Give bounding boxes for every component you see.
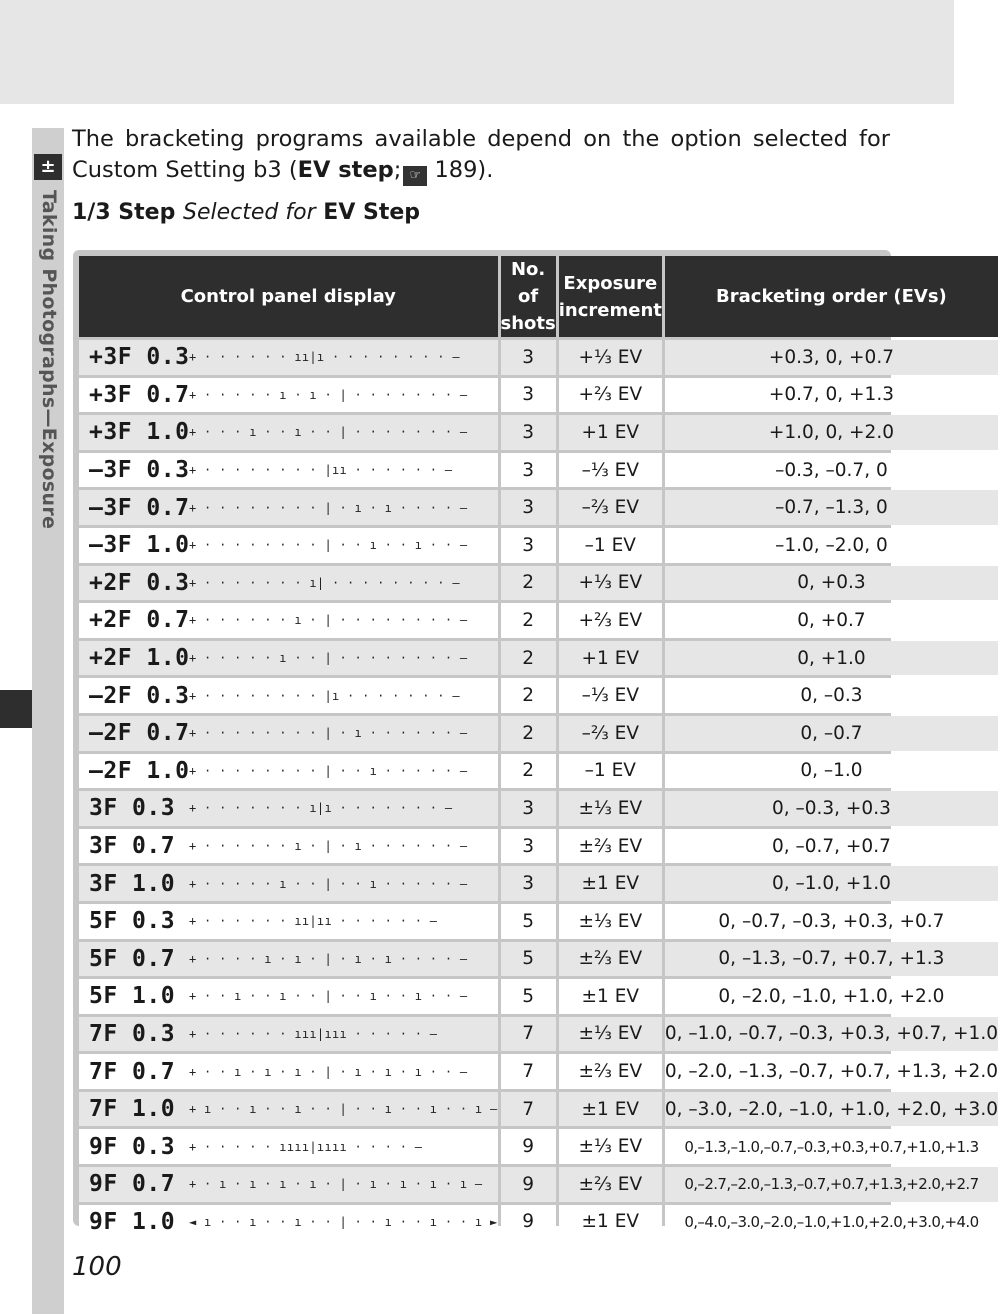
increment-cell: ±⅓ EV bbox=[559, 904, 662, 939]
lcd-readout: +3F 0.3 bbox=[89, 344, 190, 371]
shots-cell: 2 bbox=[501, 641, 556, 676]
increment-cell: +⅔ EV bbox=[559, 603, 662, 638]
increment-cell: –1 EV bbox=[559, 754, 662, 789]
order-cell: +1.0, 0, +2.0 bbox=[665, 415, 998, 450]
increment-cell: +⅓ EV bbox=[559, 566, 662, 601]
order-cell: 0,–4.0,–3.0,–2.0,–1.0,+1.0,+2.0,+3.0,+4.0 bbox=[665, 1205, 998, 1240]
lcd-readout: +2F 0.3 bbox=[89, 569, 190, 596]
control-panel-display bbox=[79, 378, 498, 413]
shots-cell: 3 bbox=[501, 791, 556, 826]
order-cell: 0, –2.0, –1.3, –0.7, +0.7, +1.3, +2.0 bbox=[665, 1054, 998, 1089]
increment-cell: +⅓ EV bbox=[559, 340, 662, 375]
increment-cell: –1 EV bbox=[559, 528, 662, 563]
control-panel-display bbox=[79, 1017, 498, 1052]
order-cell: +0.7, 0, +1.3 bbox=[665, 378, 998, 413]
exposure-scale-indicator: + · · · · · · · · | · · ı · · · · · – bbox=[189, 763, 468, 778]
col-header-display: Control panel display bbox=[79, 256, 498, 337]
exposure-scale-indicator: + · · ı · ı · ı · | · ı · ı · ı · · – bbox=[189, 1064, 468, 1079]
exposure-scale-indicator: + · · · · · · · · | · ı · ı · · · · – bbox=[189, 500, 468, 515]
control-panel-display bbox=[79, 716, 498, 751]
lcd-readout: +2F 1.0 bbox=[89, 645, 190, 672]
lcd-readout: +3F 1.0 bbox=[89, 419, 190, 446]
increment-cell: ±⅓ EV bbox=[559, 1129, 662, 1164]
shots-cell: 2 bbox=[501, 716, 556, 751]
increment-cell: +1 EV bbox=[559, 415, 662, 450]
lcd-readout: –3F 0.7 bbox=[89, 494, 190, 521]
table-row bbox=[79, 340, 998, 375]
order-cell: 0, –0.3 bbox=[665, 678, 998, 713]
increment-cell: –⅓ EV bbox=[559, 453, 662, 488]
order-cell: 0,–1.3,–1.0,–0.7,–0.3,+0.3,+0.7,+1.0,+1.3 bbox=[665, 1129, 998, 1164]
control-panel-display bbox=[79, 340, 498, 375]
table-row bbox=[79, 829, 998, 864]
shots-cell: 3 bbox=[501, 490, 556, 525]
lcd-readout: –3F 0.3 bbox=[89, 457, 190, 484]
shots-cell: 3 bbox=[501, 340, 556, 375]
table-row bbox=[79, 1017, 998, 1052]
intro-paragraph: The bracketing programs available depend on the option selected for Custom Setting b3 (EV step; ☞ 189). bbox=[72, 124, 890, 186]
control-panel-display bbox=[79, 566, 498, 601]
lcd-readout: –2F 0.3 bbox=[89, 682, 190, 709]
exposure-scale-indicator: + · · · · · · · · |ı · · · · · · · – bbox=[189, 688, 460, 703]
ev-step-setting: EV step bbox=[297, 157, 394, 183]
shots-cell: 5 bbox=[501, 942, 556, 977]
shots-cell: 9 bbox=[501, 1205, 556, 1240]
table-row bbox=[79, 453, 998, 488]
shots-cell: 9 bbox=[501, 1167, 556, 1202]
page-reference-icon: ☞ bbox=[403, 166, 427, 186]
lcd-readout: –2F 0.7 bbox=[89, 720, 190, 747]
exposure-scale-indicator: + · · · · · · ı · | · · · · · · · · – bbox=[189, 613, 468, 628]
table-row bbox=[79, 603, 998, 638]
control-panel-display bbox=[79, 791, 498, 826]
lcd-readout: –3F 1.0 bbox=[89, 532, 190, 559]
table-row bbox=[79, 378, 998, 413]
increment-cell: ±1 EV bbox=[559, 866, 662, 901]
table-row bbox=[79, 528, 998, 563]
order-cell: 0, –1.0 bbox=[665, 754, 998, 789]
section-heading: 1/3 Step Selected for EV Step bbox=[72, 200, 421, 225]
order-cell: 0, –3.0, –2.0, –1.0, +1.0, +2.0, +3.0 bbox=[665, 1092, 998, 1127]
control-panel-display bbox=[79, 1167, 498, 1202]
order-cell: 0, –0.7, –0.3, +0.3, +0.7 bbox=[665, 904, 998, 939]
order-cell: 0, +0.3 bbox=[665, 566, 998, 601]
increment-cell: ±1 EV bbox=[559, 979, 662, 1014]
lcd-readout: 7F 1.0 bbox=[89, 1096, 176, 1123]
shots-cell: 3 bbox=[501, 378, 556, 413]
control-panel-display bbox=[79, 942, 498, 977]
increment-cell: –⅔ EV bbox=[559, 490, 662, 525]
shots-cell: 2 bbox=[501, 678, 556, 713]
control-panel-display bbox=[79, 1092, 498, 1127]
lcd-readout: 3F 0.3 bbox=[89, 795, 176, 822]
shots-cell: 7 bbox=[501, 1092, 556, 1127]
lcd-readout: 9F 1.0 bbox=[89, 1208, 176, 1235]
table-row bbox=[79, 641, 998, 676]
exposure-compensation-icon: ± bbox=[34, 154, 62, 180]
increment-cell: ±⅓ EV bbox=[559, 791, 662, 826]
exposure-scale-indicator: + · · · · · ıııı|ıııı · · · · – bbox=[189, 1139, 423, 1154]
table-row bbox=[79, 1054, 998, 1089]
control-panel-display bbox=[79, 453, 498, 488]
increment-cell: ±⅔ EV bbox=[559, 1167, 662, 1202]
increment-cell: +1 EV bbox=[559, 641, 662, 676]
exposure-scale-indicator: + · · · · · · · · | · · ı · · ı · · – bbox=[189, 538, 468, 553]
control-panel-display bbox=[79, 678, 498, 713]
exposure-scale-indicator: + · · · · · ı · ı · | · · · · · · · – bbox=[189, 387, 468, 402]
shots-cell: 2 bbox=[501, 603, 556, 638]
page-number: 100 bbox=[72, 1252, 122, 1282]
lcd-readout: 5F 0.7 bbox=[89, 945, 176, 972]
shots-cell: 7 bbox=[501, 1017, 556, 1052]
order-cell: +0.3, 0, +0.7 bbox=[665, 340, 998, 375]
exposure-scale-indicator: + · · · · · · · ı|ı · · · · · · · – bbox=[189, 801, 453, 816]
shots-cell: 2 bbox=[501, 754, 556, 789]
bracketing-table bbox=[76, 253, 1001, 1242]
col-header-increment: Exposure increment bbox=[559, 256, 662, 337]
exposure-scale-indicator: + · · · · · · · ı| · · · · · · · · – bbox=[189, 575, 460, 590]
exposure-scale-indicator: ◄ ı · · ı · · ı · · | · · ı · · ı · · ı ► bbox=[189, 1214, 498, 1229]
lcd-readout: 7F 0.7 bbox=[89, 1058, 176, 1085]
order-cell: 0, –0.3, +0.3 bbox=[665, 791, 998, 826]
shots-cell: 5 bbox=[501, 904, 556, 939]
lcd-readout: 9F 0.3 bbox=[89, 1133, 176, 1160]
shots-cell: 3 bbox=[501, 453, 556, 488]
sidebar-tab-marker bbox=[0, 690, 32, 728]
lcd-readout: –2F 1.0 bbox=[89, 757, 190, 784]
table-row bbox=[79, 490, 998, 525]
lcd-readout: 7F 0.3 bbox=[89, 1020, 176, 1047]
exposure-scale-indicator: + · · ı · · ı · · | · · ı · · ı · · – bbox=[189, 989, 468, 1004]
lcd-readout: 5F 0.3 bbox=[89, 908, 176, 935]
lcd-readout: +2F 0.7 bbox=[89, 607, 190, 634]
increment-cell: +⅔ EV bbox=[559, 378, 662, 413]
order-cell: 0, –1.0, +1.0 bbox=[665, 866, 998, 901]
lcd-readout: 3F 0.7 bbox=[89, 833, 176, 860]
shots-cell: 2 bbox=[501, 566, 556, 601]
increment-cell: ±⅔ EV bbox=[559, 1054, 662, 1089]
exposure-scale-indicator: + · · · · · · ıı|ı · · · · · · · · – bbox=[189, 350, 460, 365]
table-row bbox=[79, 1167, 998, 1202]
exposure-scale-indicator: + ı · · ı · · ı · · | · · ı · · ı · · ı – bbox=[189, 1102, 498, 1117]
control-panel-display bbox=[79, 979, 498, 1014]
header-band bbox=[0, 0, 954, 104]
lcd-readout: +3F 0.7 bbox=[89, 381, 190, 408]
lcd-readout: 9F 0.7 bbox=[89, 1171, 176, 1198]
order-cell: 0, –1.0, –0.7, –0.3, +0.3, +0.7, +1.0 bbox=[665, 1017, 998, 1052]
order-cell: –0.3, –0.7, 0 bbox=[665, 453, 998, 488]
table-row bbox=[79, 791, 998, 826]
table-row bbox=[79, 566, 998, 601]
shots-cell: 3 bbox=[501, 866, 556, 901]
shots-cell: 3 bbox=[501, 415, 556, 450]
control-panel-display bbox=[79, 829, 498, 864]
shots-cell: 9 bbox=[501, 1129, 556, 1164]
col-header-shots: No. of shots bbox=[501, 256, 556, 337]
shots-cell: 5 bbox=[501, 979, 556, 1014]
order-cell: 0, –0.7 bbox=[665, 716, 998, 751]
increment-cell: ±1 EV bbox=[559, 1205, 662, 1240]
exposure-scale-indicator: + · · · · · ı · · | · · · · · · · · – bbox=[189, 651, 468, 666]
table-row bbox=[79, 942, 998, 977]
lcd-readout: 5F 1.0 bbox=[89, 983, 176, 1010]
table-row bbox=[79, 979, 998, 1014]
exposure-scale-indicator: + · · · · · · · · | · ı · · · · · · – bbox=[189, 726, 468, 741]
control-panel-display bbox=[79, 866, 498, 901]
table-row bbox=[79, 754, 998, 789]
shots-cell: 3 bbox=[501, 829, 556, 864]
exposure-scale-indicator: + · · · · ı · ı · | · ı · ı · · · · – bbox=[189, 951, 468, 966]
increment-cell: ±1 EV bbox=[559, 1092, 662, 1127]
control-panel-display bbox=[79, 528, 498, 563]
increment-cell: –⅓ EV bbox=[559, 678, 662, 713]
order-cell: –1.0, –2.0, 0 bbox=[665, 528, 998, 563]
order-cell: –0.7, –1.3, 0 bbox=[665, 490, 998, 525]
bracketing-table-frame bbox=[73, 250, 998, 1235]
table-row bbox=[79, 415, 998, 450]
control-panel-display bbox=[79, 1205, 498, 1240]
exposure-scale-indicator: + · · · · · · ı · | · ı · · · · · · – bbox=[189, 839, 468, 854]
table-row bbox=[79, 1205, 998, 1240]
exposure-scale-indicator: + · · · · · · · · |ıı · · · · · · – bbox=[189, 463, 453, 478]
control-panel-display bbox=[79, 490, 498, 525]
exposure-scale-indicator: + · · · · · ı · · | · · ı · · · · · – bbox=[189, 876, 468, 891]
order-cell: 0,–2.7,–2.0,–1.3,–0.7,+0.7,+1.3,+2.0,+2.7 bbox=[665, 1167, 998, 1202]
increment-cell: –⅔ EV bbox=[559, 716, 662, 751]
order-cell: 0, +1.0 bbox=[665, 641, 998, 676]
exposure-scale-indicator: + · ı · ı · ı · ı · | · ı · ı · ı · ı – bbox=[189, 1177, 483, 1192]
order-cell: 0, –0.7, +0.7 bbox=[665, 829, 998, 864]
control-panel-display bbox=[79, 754, 498, 789]
table-row bbox=[79, 904, 998, 939]
control-panel-display bbox=[79, 1054, 498, 1089]
table-row bbox=[79, 1092, 998, 1127]
order-cell: 0, +0.7 bbox=[665, 603, 998, 638]
increment-cell: ±⅔ EV bbox=[559, 829, 662, 864]
shots-cell: 7 bbox=[501, 1054, 556, 1089]
exposure-scale-indicator: + · · · ı · · ı · · | · · · · · · · – bbox=[189, 425, 468, 440]
control-panel-display bbox=[79, 904, 498, 939]
increment-cell: ±⅔ EV bbox=[559, 942, 662, 977]
increment-cell: ±⅓ EV bbox=[559, 1017, 662, 1052]
sidebar-chapter-label: Taking Photographs—Exposure bbox=[38, 190, 60, 530]
exposure-scale-indicator: + · · · · · · ııı|ııı · · · · · – bbox=[189, 1026, 438, 1041]
exposure-scale-indicator: + · · · · · · ıı|ıı · · · · · · – bbox=[189, 914, 438, 929]
lcd-readout: 3F 1.0 bbox=[89, 870, 176, 897]
table-row bbox=[79, 716, 998, 751]
col-header-order: Bracketing order (EVs) bbox=[665, 256, 998, 337]
table-row bbox=[79, 678, 998, 713]
shots-cell: 3 bbox=[501, 528, 556, 563]
table-row bbox=[79, 866, 998, 901]
order-cell: 0, –2.0, –1.0, +1.0, +2.0 bbox=[665, 979, 998, 1014]
control-panel-display bbox=[79, 641, 498, 676]
control-panel-display bbox=[79, 415, 498, 450]
table-row bbox=[79, 1129, 998, 1164]
control-panel-display bbox=[79, 603, 498, 638]
order-cell: 0, –1.3, –0.7, +0.7, +1.3 bbox=[665, 942, 998, 977]
control-panel-display bbox=[79, 1129, 498, 1164]
